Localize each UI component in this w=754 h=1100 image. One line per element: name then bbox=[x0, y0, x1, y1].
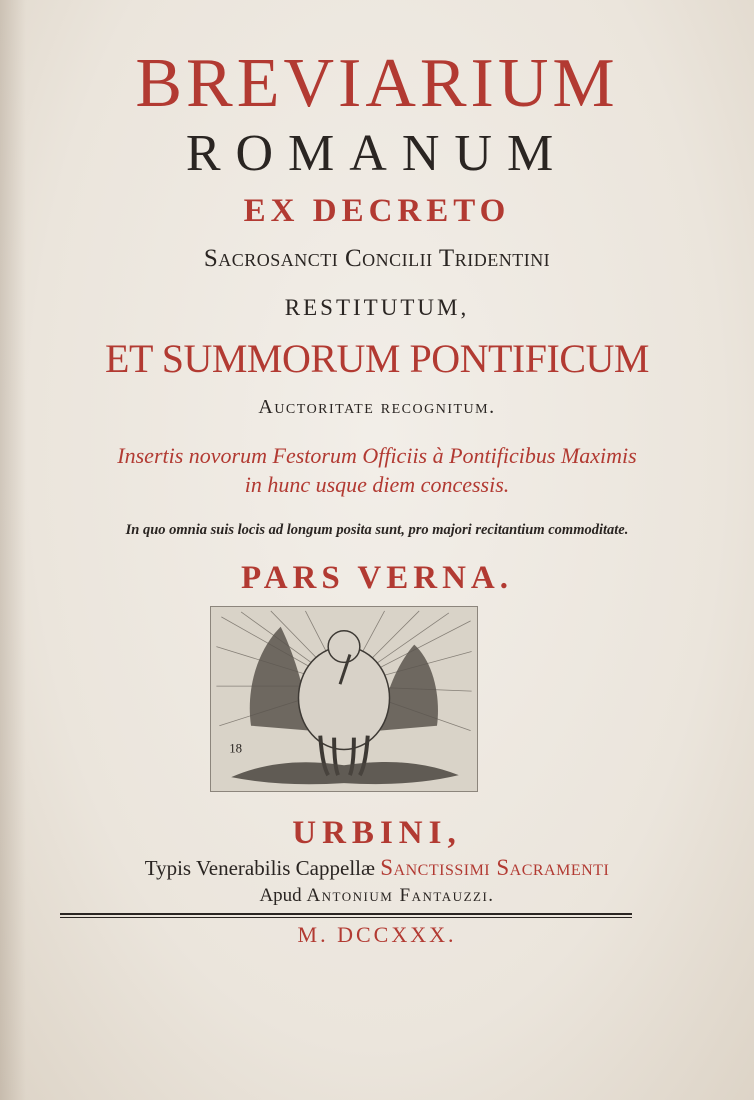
pelican-in-piety-icon bbox=[211, 607, 477, 791]
printer-prefix: Typis Venerabilis Cappellæ bbox=[144, 856, 381, 880]
pars-verna-line: PARS VERNA. bbox=[241, 560, 513, 596]
printer-name: Sanctissimi Sacramenti bbox=[380, 855, 610, 880]
council-line: Sacrosancti Concilii Tridentini bbox=[203, 245, 551, 272]
book-subtitle: ROMANUM bbox=[185, 125, 569, 182]
book-title: BREVIARIUM bbox=[135, 45, 619, 122]
divider-rule bbox=[60, 913, 632, 915]
in-quo-line: In quo omnia suis locis ad longum posita sunt, pro majori recitantium commoditate. bbox=[125, 522, 629, 538]
vignette-number: 18 bbox=[229, 741, 243, 756]
restitutum-line: RESTITUTUM, bbox=[284, 295, 470, 320]
summorum-line: ET SUMMORUM PONTIFICUM bbox=[105, 336, 649, 381]
printer-line bbox=[0, 855, 754, 881]
auctoritate-line: Auctoritate recognitum. bbox=[258, 396, 496, 418]
divider-rule-thin bbox=[60, 917, 632, 918]
ex-decreto-line: EX DECRETO bbox=[243, 193, 511, 229]
year-line: M. DCCXXX. bbox=[297, 922, 457, 947]
pelican-vignette bbox=[210, 606, 478, 792]
publisher-prefix: Apud bbox=[259, 885, 307, 906]
insertis-line-2: in hunc usque diem concessis. bbox=[244, 472, 510, 497]
city-line: URBINI, bbox=[292, 815, 462, 851]
insertis-line-1: Insertis novorum Festorum Officiis à Pontificibus Maximis bbox=[117, 443, 637, 468]
publisher-name: Antonium Fantauzzi. bbox=[306, 885, 495, 906]
publisher-line bbox=[0, 885, 754, 907]
